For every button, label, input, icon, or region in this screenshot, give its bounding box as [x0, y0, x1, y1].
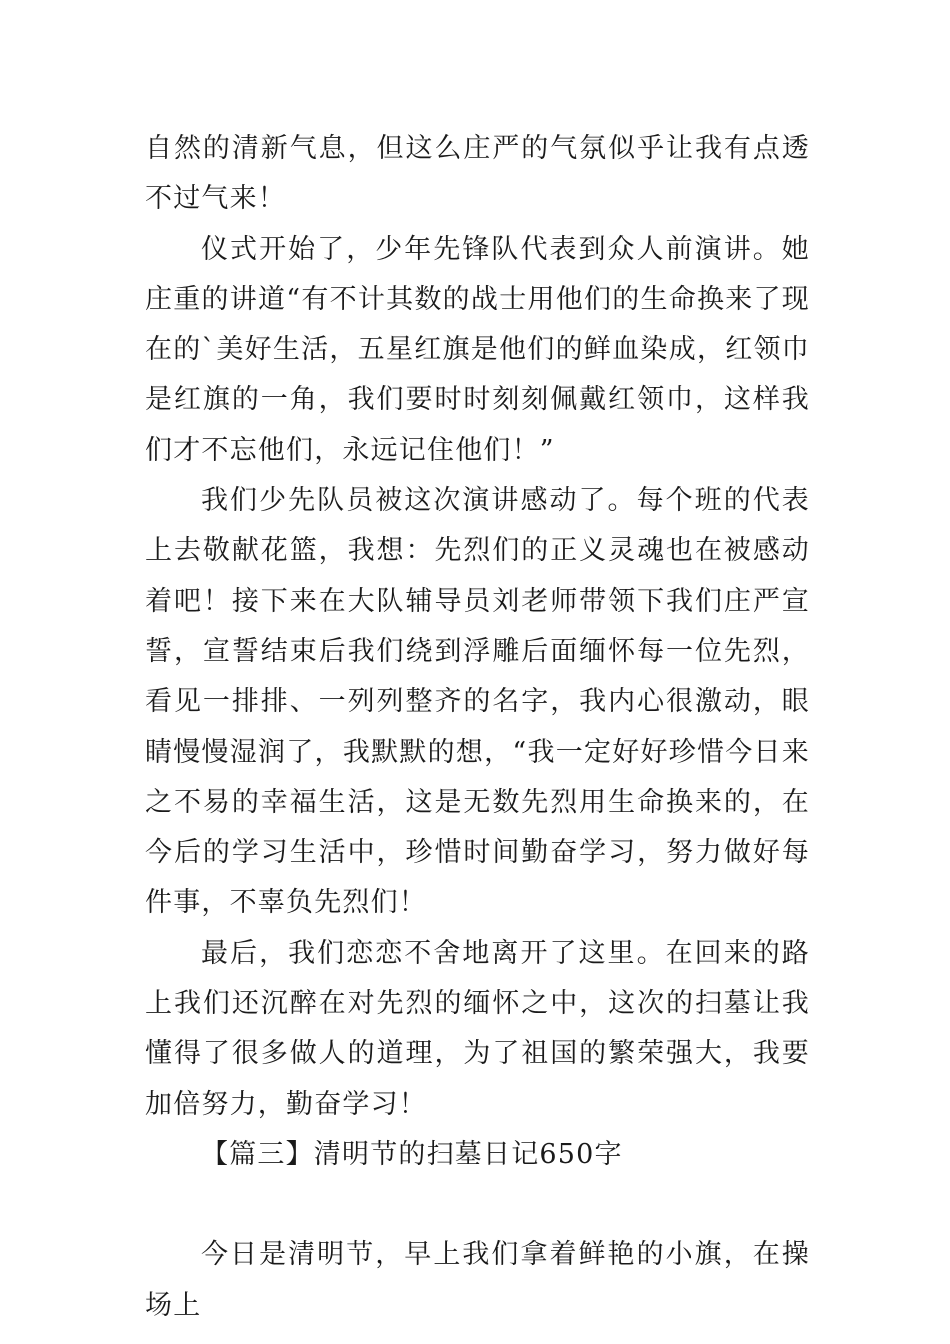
section-first-line: 今日是清明节，早上我们拿着鲜艳的小旗，在操场上: [145, 1239, 810, 1321]
section-spacer: [145, 1180, 810, 1230]
paragraph-tribute: 我们少先队员被这次演讲感动了。每个班的代表上去敬献花篮，我想：先烈们的正义灵魂也在被感动着吧！接下来在大队辅导员刘老师带领下我们庄严宣誓，宣誓结束后我们绕到浮雕后面缅怀每一位先烈，看见一排排、一列列整齐的名字，我内心很激动，眼睛慢慢湿润了，我默默的想，“我一定好好珍惜今日来之不易的幸福生活，这是无数先烈用生命换来的，在今后的学习生活中，珍惜时间勤奋学习，努力做好每件事，不辜负先烈们！: [145, 485, 810, 919]
paragraph-conclusion: 最后，我们恋恋不舍地离开了这里。在回来的路上我们还沉醉在对先烈的缅怀之中，这次的扫墓让我懂得了很多做人的道理，为了祖国的繁荣强大，我要加倍努力，勤奋学习！: [145, 937, 810, 1120]
paragraph-continuation: 自然的清新气息，但这么庄严的气氛似乎让我有点透不过气来！: [145, 133, 810, 215]
document-page: [145, 124, 810, 1331]
section-heading: 【篇三】清明节的扫墓日记650字: [201, 1138, 623, 1170]
paragraph-ceremony-speech: 仪式开始了，少年先锋队代表到众人前演讲。她庄重的讲道“有不计其数的战士用他们的生命换来了现在的`美好生活，五星红旗是他们的鲜血染成，红领巾是红旗的一角，我们要时时刻刻佩戴红领巾，这样我们才不忘他们，永远记住他们！”: [145, 233, 810, 466]
